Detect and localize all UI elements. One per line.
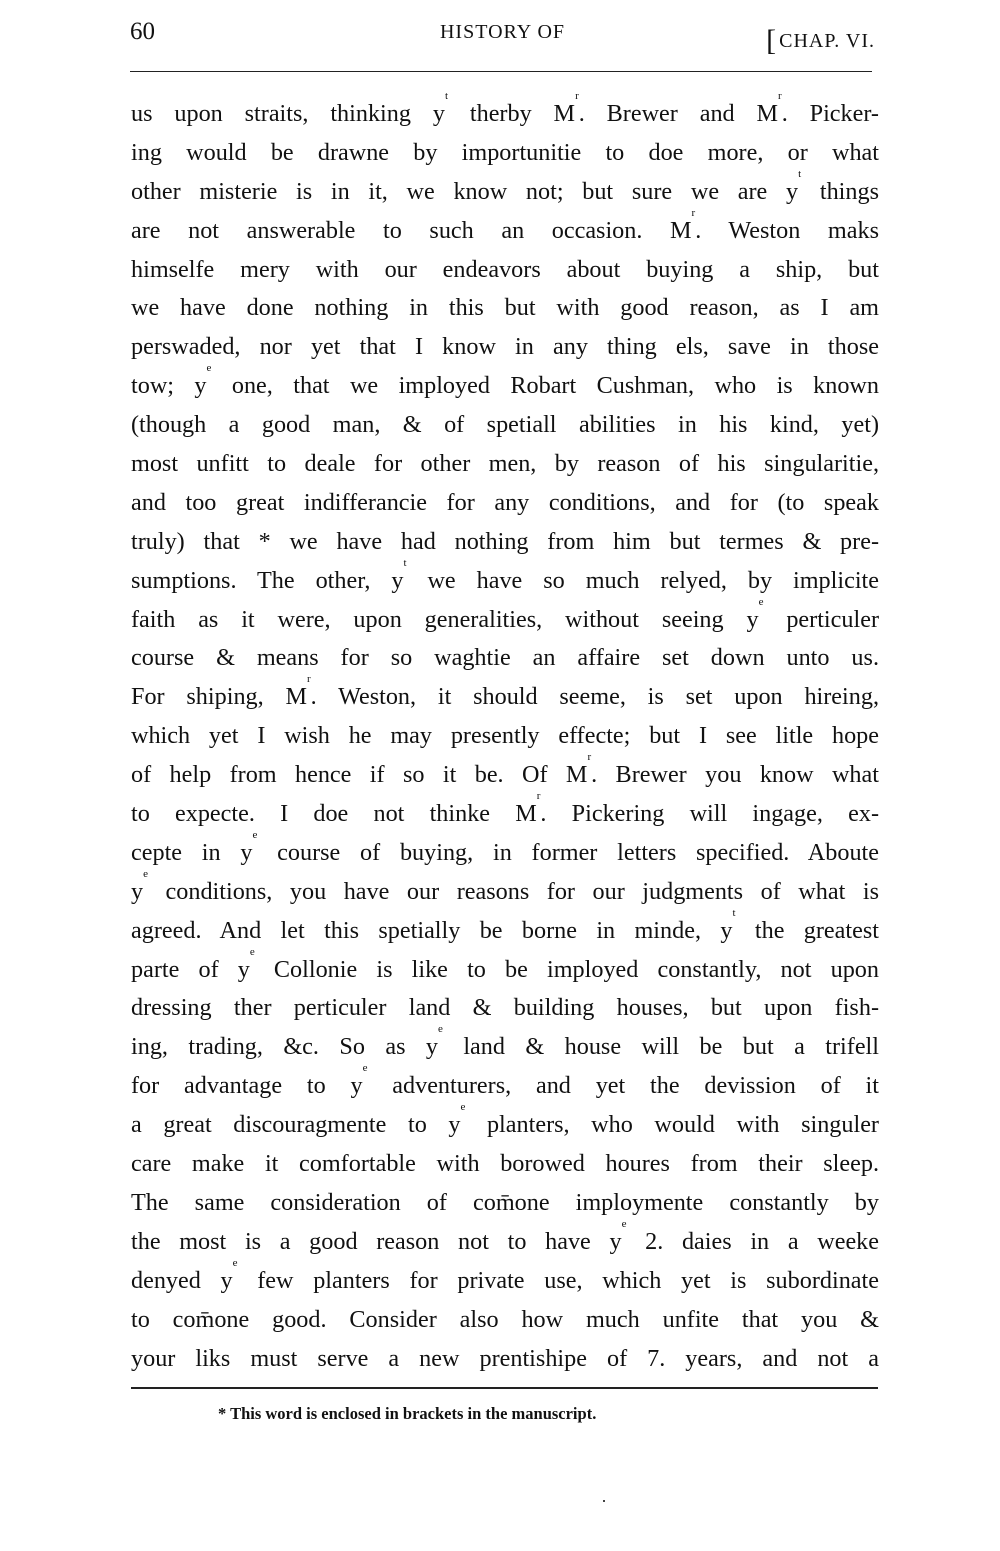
text-line: cepte in $y^e$ course of buying, in former letters specified. Aboute <box>131 828 879 866</box>
text-line: himselfe mery with our endeavors about buying a ship, but <box>131 255 879 283</box>
text-line: tow; $y^e$ one, that we imployed Robart Cushman, who is known <box>131 362 879 400</box>
text-line: denyed $y^e$ few planters for private use, which yet is subordinate <box>131 1256 879 1294</box>
superscript: e <box>460 1101 466 1114</box>
text-line: and too great indifferancie for any conditions, and for (to speak <box>131 488 879 516</box>
superscript: e <box>621 1217 627 1230</box>
superscript: e <box>362 1062 368 1075</box>
text-line: to expecte. I doe not thinke $M^r$. Pickering will ingage, ex- <box>131 790 879 828</box>
running-title: HISTORY OF <box>439 21 566 43</box>
text-line: are not answerable to such an occasion. $M^r$. Weston maks <box>131 206 879 244</box>
superscript: e <box>232 1256 238 1269</box>
chapter-label <box>766 21 875 55</box>
text-line: dressing ther perticuler land & building houses, but upon fish- <box>131 994 879 1022</box>
text-line: sumptions. The other, $y^t$ we have so much relyed, by implicite <box>131 556 879 594</box>
text-line: faith as it were, upon generalities, without seeing $y^e$ perticuler <box>131 595 879 633</box>
text-line: agreed. And let this spetially be borne in minde, $y^t$ the greatest <box>131 906 879 944</box>
text-line: care make it comfortable with borowed houres from their sleep. <box>131 1150 879 1178</box>
text-line: to com̄one good. Consider also how much unfite that you & <box>131 1305 879 1333</box>
text-line: your liks must serve a new prentishipe of 7. years, and not a <box>131 1344 879 1372</box>
superscript: r <box>536 790 541 803</box>
text-line: $y^e$ conditions, you have our reasons for our judgments of what is <box>131 867 879 905</box>
page-number: 60 <box>130 18 155 45</box>
speck <box>603 1500 605 1502</box>
superscript: e <box>252 828 258 841</box>
superscript: t <box>732 906 736 919</box>
text-line: perswaded, nor yet that I know in any thing els, save in those <box>131 333 879 361</box>
page-header <box>130 18 875 58</box>
superscript: t <box>403 556 407 569</box>
superscript: e <box>249 945 255 958</box>
superscript: e <box>206 362 212 375</box>
text-line: truly) that * we have had nothing from him but termes & pre- <box>131 527 879 555</box>
footnote-rule <box>131 1387 878 1389</box>
footnote: * This word is enclosed in brackets in the manuscript. <box>218 1404 597 1423</box>
text-line: for advantage to $y^e$ adventurers, and yet the devission of it <box>131 1062 879 1100</box>
chapter-bracket: [ <box>766 24 778 57</box>
text-line: which yet I wish he may presently effecte; but I see litle hope <box>131 722 879 750</box>
text-line: of help from hence if so it be. Of $M^r$. Brewer you know what <box>131 751 879 789</box>
text-line: course & means for so waghtie an affaire set down unto us. <box>131 644 879 672</box>
text-line: other misterie is in it, we know not; but sure we are $y^t$ things <box>131 167 879 205</box>
superscript: r <box>691 206 696 219</box>
chapter-text: CHAP. VI. <box>779 30 875 52</box>
text-line: For shiping, $M^r$. Weston, it should seeme, is set upon hireing, <box>131 673 879 711</box>
superscript: e <box>143 867 148 880</box>
text-line: most unfitt to deale for other men, by reason of his singularitie, <box>131 450 879 478</box>
text-line: (though a good man, & of spetiall abilities in his kind, yet) <box>131 411 879 439</box>
body-text <box>131 90 880 1378</box>
superscript: e <box>438 1023 443 1036</box>
text-line: the most is a good reason not to have $y^e$ 2. daies in a weeke <box>131 1217 880 1255</box>
text-line: we have done nothing in this but with good reason, as I am <box>131 294 879 322</box>
superscript: r <box>778 90 782 102</box>
superscript: t <box>444 90 448 102</box>
header-rule <box>130 71 872 72</box>
text-line: ing would be drawne by importunitie to doe more, or what <box>131 138 879 166</box>
superscript: r <box>306 673 311 686</box>
text-line: us upon straits, thinking $y^t$ therby $M^r$. Brewer and $M^r$. Picker- <box>131 90 879 127</box>
text-line: parte of $y^e$ Collonie is like to be imployed constantly, not upon <box>131 945 879 983</box>
superscript: e <box>758 595 764 608</box>
superscript: r <box>575 90 579 102</box>
text-line: a great discouragmente to $y^e$ planters, who would with singuler <box>131 1101 879 1139</box>
superscript: t <box>798 167 802 180</box>
superscript: r <box>587 751 592 764</box>
text-line: The same consideration of com̄one imploymente constantly by <box>131 1188 879 1216</box>
text-line: ing, trading, &c. So as $y^e$ land & house will be but a trifell <box>131 1023 879 1061</box>
